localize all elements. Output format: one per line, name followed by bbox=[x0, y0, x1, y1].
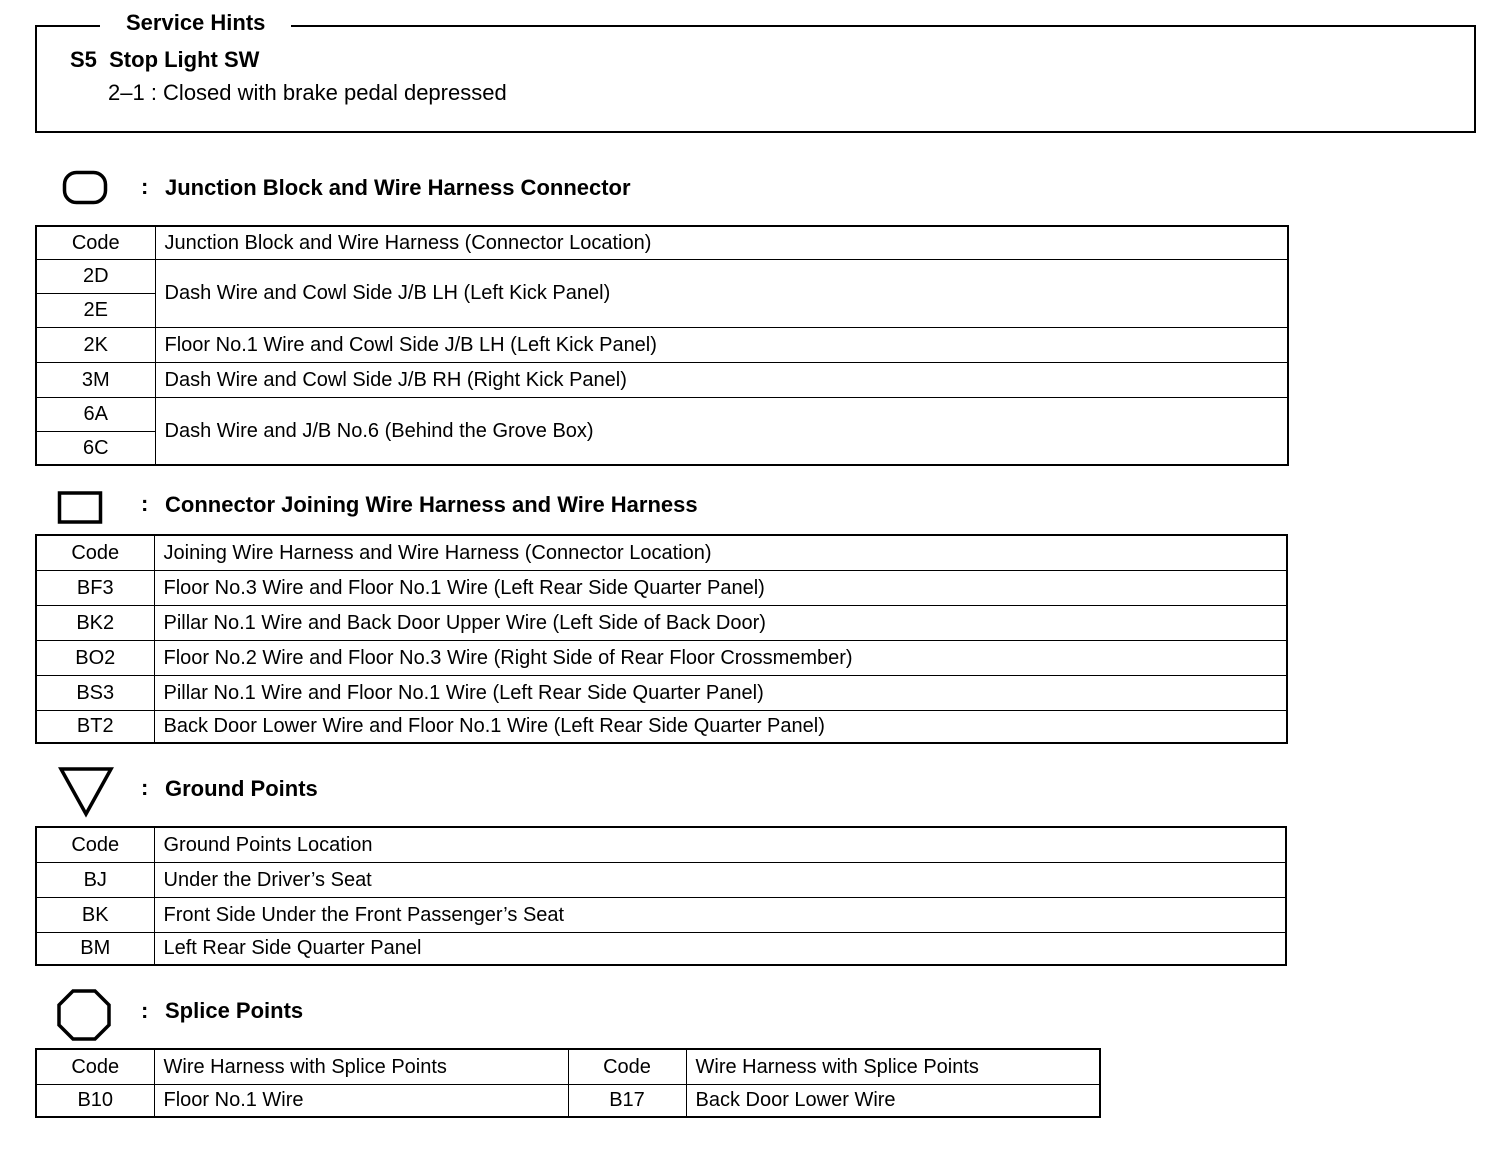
code-cell: BF3 bbox=[36, 570, 154, 605]
code-cell: 6A bbox=[36, 397, 155, 431]
section-colon: : bbox=[141, 174, 149, 199]
header-desc: Ground Points Location bbox=[154, 827, 1286, 862]
code-cell: BK bbox=[36, 897, 154, 932]
ground-table bbox=[35, 826, 1287, 966]
code-cell: BJ bbox=[36, 862, 154, 897]
table-header-row bbox=[36, 827, 1286, 862]
desc-cell: Back Door Lower Wire and Floor No.1 Wire (Left Rear Side Quarter Panel) bbox=[154, 710, 1287, 743]
table-row bbox=[36, 932, 1286, 965]
junction-table bbox=[35, 225, 1289, 466]
desc-cell: Floor No.3 Wire and Floor No.1 Wire (Left Rear Side Quarter Panel) bbox=[154, 570, 1287, 605]
table-header-row bbox=[36, 226, 1288, 259]
connector-section-title: Connector Joining Wire Harness and Wire Harness bbox=[165, 492, 698, 517]
code-cell: B17 bbox=[568, 1084, 686, 1117]
table-row bbox=[36, 570, 1287, 605]
table-row bbox=[36, 397, 1288, 431]
desc-cell: Under the Driver’s Seat bbox=[154, 862, 1286, 897]
code-cell: BS3 bbox=[36, 675, 154, 710]
code-cell: 2E bbox=[36, 293, 155, 327]
header-code: Code bbox=[568, 1049, 686, 1084]
table-header-row bbox=[36, 1049, 1100, 1084]
header-desc: Wire Harness with Splice Points bbox=[154, 1049, 568, 1084]
table-row bbox=[36, 259, 1288, 293]
desc-cell: Front Side Under the Front Passenger’s Seat bbox=[154, 897, 1286, 932]
service-hint-title: S5 Stop Light SW bbox=[70, 47, 260, 72]
table-header-row bbox=[36, 535, 1287, 570]
table-row bbox=[36, 675, 1287, 710]
junction-section-title: Junction Block and Wire Harness Connector bbox=[165, 175, 631, 200]
code-cell: 3M bbox=[36, 362, 155, 397]
header-desc: Joining Wire Harness and Wire Harness (Connector Location) bbox=[154, 535, 1287, 570]
desc-cell: Dash Wire and Cowl Side J/B LH (Left Kick Panel) bbox=[155, 259, 1288, 327]
header-desc: Wire Harness with Splice Points bbox=[686, 1049, 1100, 1084]
desc-cell: Back Door Lower Wire bbox=[686, 1084, 1100, 1117]
table-row bbox=[36, 862, 1286, 897]
header-code: Code bbox=[36, 226, 155, 259]
header-code: Code bbox=[36, 535, 154, 570]
service-hints-legend: Service Hints bbox=[100, 9, 291, 37]
splice-table bbox=[35, 1048, 1101, 1118]
desc-cell: Floor No.1 Wire and Cowl Side J/B LH (Left Kick Panel) bbox=[155, 327, 1288, 362]
code-cell: BO2 bbox=[36, 640, 154, 675]
code-cell: 2K bbox=[36, 327, 155, 362]
connector-table bbox=[35, 534, 1288, 744]
table-row bbox=[36, 710, 1287, 743]
section-colon: : bbox=[141, 775, 149, 800]
code-cell: 6C bbox=[36, 431, 155, 465]
desc-cell: Left Rear Side Quarter Panel bbox=[154, 932, 1286, 965]
header-code: Code bbox=[36, 1049, 154, 1084]
code-cell: BK2 bbox=[36, 605, 154, 640]
inverted-triangle-icon bbox=[58, 766, 114, 818]
desc-cell: Dash Wire and Cowl Side J/B RH (Right Kick Panel) bbox=[155, 362, 1288, 397]
octagon-icon bbox=[56, 988, 112, 1042]
table-row bbox=[36, 1084, 1100, 1117]
desc-cell: Floor No.2 Wire and Floor No.3 Wire (Right Side of Rear Floor Crossmember) bbox=[154, 640, 1287, 675]
ground-section-title: Ground Points bbox=[165, 776, 318, 801]
desc-cell: Pillar No.1 Wire and Back Door Upper Wire (Left Side of Back Door) bbox=[154, 605, 1287, 640]
code-cell: 2D bbox=[36, 259, 155, 293]
square-icon bbox=[57, 490, 105, 526]
code-cell: B10 bbox=[36, 1084, 154, 1117]
service-hint-line: 2–1 : Closed with brake pedal depressed bbox=[108, 80, 507, 105]
header-desc: Junction Block and Wire Harness (Connector Location) bbox=[155, 226, 1288, 259]
section-colon: : bbox=[141, 491, 149, 516]
table-row bbox=[36, 362, 1288, 397]
table-row bbox=[36, 640, 1287, 675]
desc-cell: Dash Wire and J/B No.6 (Behind the Grove Box) bbox=[155, 397, 1288, 465]
section-colon: : bbox=[141, 998, 149, 1023]
splice-section-title: Splice Points bbox=[165, 998, 304, 1023]
desc-cell: Floor No.1 Wire bbox=[154, 1084, 568, 1117]
code-cell: BT2 bbox=[36, 710, 154, 743]
desc-cell: Pillar No.1 Wire and Floor No.1 Wire (Left Rear Side Quarter Panel) bbox=[154, 675, 1287, 710]
code-cell: BM bbox=[36, 932, 154, 965]
header-code: Code bbox=[36, 827, 154, 862]
table-row bbox=[36, 897, 1286, 932]
table-row bbox=[36, 605, 1287, 640]
rounded-rect-icon bbox=[62, 170, 110, 206]
table-row bbox=[36, 327, 1288, 362]
